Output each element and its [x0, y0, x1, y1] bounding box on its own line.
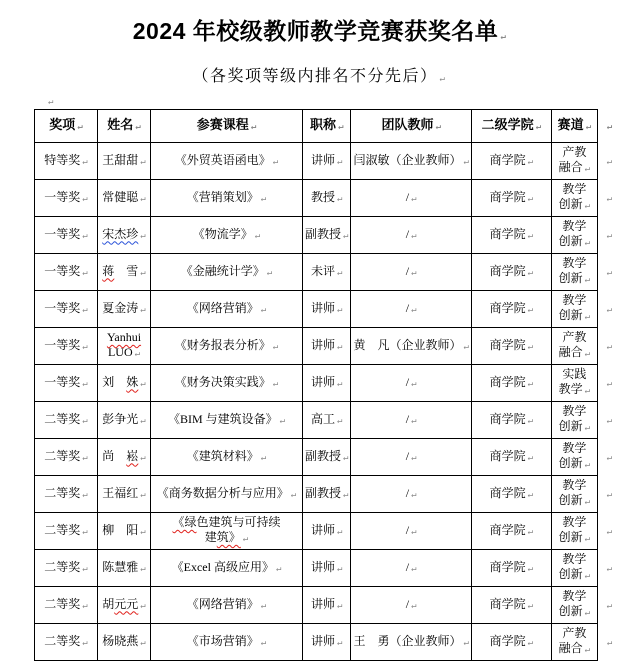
cell-mark: ↵ [584, 645, 591, 655]
name-cell: 杨晓燕 ↵ [98, 624, 151, 661]
cell-mark: ↵ [585, 122, 592, 132]
row-end-mark: ↵ [606, 341, 613, 352]
cell-mark: ↵ [140, 193, 146, 204]
title-cell: 副教授 ↵ [303, 476, 351, 513]
cell-mark: ↵ [411, 600, 417, 611]
paragraph-mark: ↵ [48, 97, 54, 107]
cell-mark: ↵ [260, 193, 267, 204]
title-cell: 副教授 ↵ [303, 217, 351, 254]
track-cell: 产教 融合 ↵ [551, 624, 597, 661]
table-row [35, 439, 620, 476]
track-cell: 教学 创新 ↵ [551, 550, 597, 587]
title-cell: 讲师 ↵ [303, 624, 351, 661]
course-cell: 《金融统计学》 ↵ [151, 254, 303, 291]
cell-mark: ↵ [140, 415, 146, 426]
table-row [35, 476, 620, 513]
track-cell: 教学 创新 ↵ [551, 180, 597, 217]
cell-mark: ↵ [337, 415, 343, 426]
cell-mark: ↵ [140, 156, 146, 167]
page-subtitle-text: （各奖项等级内排名不分先后） [192, 68, 438, 85]
name-cell: 王福红 ↵ [98, 476, 151, 513]
title-cell: 讲师 ↵ [303, 513, 351, 550]
cell-mark: ↵ [140, 489, 146, 500]
col-header-college: 二级学院 ↵ [471, 110, 551, 143]
cell-mark: ↵ [337, 526, 343, 537]
cell-mark: ↵ [82, 193, 88, 204]
cell-mark: ↵ [337, 563, 343, 574]
name-cell: 夏金涛 ↵ [98, 291, 151, 328]
page-title [0, 13, 639, 46]
award-cell: 一等奖 ↵ [35, 291, 98, 328]
track-cell: 教学 创新 ↵ [551, 587, 597, 624]
college-cell: 商学院 ↵ [471, 439, 551, 476]
cell-mark: ↵ [275, 563, 282, 574]
course-cell: 《外贸英语函电》 ↵ [151, 143, 303, 180]
course-cell: 《物流学》 ↵ [151, 217, 303, 254]
cell-mark: ↵ [535, 122, 542, 132]
cell-mark: ↵ [140, 267, 146, 278]
title-cell: 讲师 ↵ [303, 143, 351, 180]
cell-mark: ↵ [272, 378, 279, 389]
cell-mark: ↵ [584, 312, 591, 322]
cell-mark: ↵ [82, 637, 88, 648]
team-teacher-cell: / ↵ [351, 180, 471, 217]
row-end-mark: ↵ [606, 452, 613, 463]
course-cell: 《网络营销》 ↵ [151, 291, 303, 328]
cell-mark: ↵ [140, 230, 146, 241]
row-end-mark: ↵ [606, 563, 613, 574]
award-cell: 一等奖 ↵ [35, 217, 98, 254]
award-cell: 一等奖 ↵ [35, 180, 98, 217]
cell-mark: ↵ [527, 600, 534, 611]
cell-mark: ↵ [343, 489, 349, 500]
award-cell: 一等奖 ↵ [35, 365, 98, 402]
award-cell: 一等奖 ↵ [35, 254, 98, 291]
track-cell: 教学 创新 ↵ [551, 291, 597, 328]
cell-mark: ↵ [337, 193, 343, 204]
table-row [35, 291, 620, 328]
row-end-mark: ↵ [606, 637, 613, 648]
cell-mark: ↵ [140, 526, 146, 537]
name-cell: 柳 阳 ↵ [98, 513, 151, 550]
college-cell: 商学院 ↵ [471, 550, 551, 587]
table-row [35, 328, 620, 365]
title-cell: 未评 ↵ [303, 254, 351, 291]
team-teacher-cell: / ↵ [351, 402, 471, 439]
college-cell: 商学院 ↵ [471, 476, 551, 513]
col-header-title: 职称 ↵ [303, 110, 351, 143]
track-cell: 教学 创新 ↵ [551, 254, 597, 291]
cell-mark: ↵ [82, 415, 88, 426]
cell-mark: ↵ [411, 267, 417, 278]
cell-mark: ↵ [260, 452, 267, 463]
college-cell: 商学院 ↵ [471, 291, 551, 328]
table-row [35, 402, 620, 439]
track-cell: 产教 融合 ↵ [551, 143, 597, 180]
cell-mark: ↵ [411, 230, 417, 241]
cell-mark: ↵ [82, 230, 88, 241]
cell-mark: ↵ [337, 637, 343, 648]
course-cell: 《营销策划》 ↵ [151, 180, 303, 217]
cell-mark: ↵ [82, 267, 88, 278]
award-cell: 二等奖 ↵ [35, 402, 98, 439]
course-cell: 《财务决策实践》 ↵ [151, 365, 303, 402]
title-cell: 讲师 ↵ [303, 328, 351, 365]
table-row [35, 365, 620, 402]
title-cell: 教授 ↵ [303, 180, 351, 217]
cell-mark: ↵ [411, 193, 417, 204]
cell-mark: ↵ [411, 452, 417, 463]
cell-mark: ↵ [82, 341, 88, 352]
cell-mark: ↵ [135, 122, 141, 132]
table-row [35, 217, 620, 254]
cell-mark: ↵ [337, 156, 343, 167]
cell-mark: ↵ [411, 378, 417, 389]
cell-mark: ↵ [82, 304, 88, 315]
paragraph-mark: ↵ [500, 32, 507, 42]
college-cell: 商学院 ↵ [471, 180, 551, 217]
row-end-mark: ↵ [606, 526, 613, 537]
table-row [35, 550, 620, 587]
team-teacher-cell: / ↵ [351, 217, 471, 254]
course-cell: 《网络营销》 ↵ [151, 587, 303, 624]
cell-mark: ↵ [338, 122, 344, 132]
cell-mark: ↵ [411, 415, 417, 426]
row-end-mark: ↵ [606, 122, 613, 132]
cell-mark: ↵ [527, 304, 534, 315]
cell-mark: ↵ [411, 563, 417, 574]
course-cell: 《BIM 与建筑设备》 ↵ [151, 402, 303, 439]
team-teacher-cell: / ↵ [351, 550, 471, 587]
team-teacher-cell: / ↵ [351, 365, 471, 402]
cell-mark: ↵ [279, 415, 286, 426]
cell-mark: ↵ [527, 452, 534, 463]
paragraph-mark: ↵ [439, 74, 447, 84]
col-header-track: 赛道 ↵ [551, 110, 597, 143]
college-cell: 商学院 ↵ [471, 328, 551, 365]
college-cell: 商学院 ↵ [471, 587, 551, 624]
table-row [35, 624, 620, 661]
track-cell: 教学 创新 ↵ [551, 439, 597, 476]
cell-mark: ↵ [584, 423, 591, 433]
table-row [35, 587, 620, 624]
page-title-text: 2024 年校级教师教学竞赛获奖名单 [132, 18, 499, 44]
header-row [35, 110, 620, 143]
track-cell: 教学 创新 ↵ [551, 217, 597, 254]
awards-table [34, 109, 620, 661]
cell-mark: ↵ [463, 637, 469, 648]
row-end-mark: ↵ [606, 193, 613, 204]
track-cell: 教学 创新 ↵ [551, 402, 597, 439]
track-cell: 教学 创新 ↵ [551, 476, 597, 513]
title-cell: 讲师 ↵ [303, 291, 351, 328]
cell-mark: ↵ [140, 452, 146, 463]
row-end-mark: ↵ [606, 156, 613, 167]
cell-mark: ↵ [527, 267, 534, 278]
name-cell: 王甜甜 ↵ [98, 143, 151, 180]
table-row [35, 513, 620, 550]
cell-mark: ↵ [463, 156, 469, 167]
cell-mark: ↵ [272, 156, 279, 167]
award-cell: 二等奖 ↵ [35, 513, 98, 550]
course-cell: 《商务数据分析与应用》 ↵ [151, 476, 303, 513]
cell-mark: ↵ [584, 201, 591, 211]
row-end-mark: ↵ [606, 304, 613, 315]
cell-mark: ↵ [140, 637, 146, 648]
cell-mark: ↵ [527, 156, 534, 167]
college-cell: 商学院 ↵ [471, 217, 551, 254]
title-cell: 讲师 ↵ [303, 550, 351, 587]
name-cell: 胡元元 ↵ [98, 587, 151, 624]
cell-mark: ↵ [411, 489, 417, 500]
cell-mark: ↵ [254, 230, 261, 241]
row-end-mark: ↵ [606, 267, 613, 278]
award-cell: 二等奖 ↵ [35, 550, 98, 587]
cell-mark: ↵ [82, 452, 88, 463]
cell-mark: ↵ [584, 534, 591, 544]
cell-mark: ↵ [272, 341, 279, 352]
cell-mark: ↵ [77, 122, 83, 132]
course-cell: 《市场营销》 ↵ [151, 624, 303, 661]
cell-mark: ↵ [584, 275, 591, 285]
college-cell: 商学院 ↵ [471, 513, 551, 550]
cell-mark: ↵ [584, 238, 591, 248]
team-teacher-cell: / ↵ [351, 254, 471, 291]
cell-mark: ↵ [584, 349, 591, 359]
college-cell: 商学院 ↵ [471, 143, 551, 180]
cell-mark: ↵ [343, 230, 349, 241]
award-cell: 一等奖 ↵ [35, 328, 98, 365]
cell-mark: ↵ [260, 600, 267, 611]
cell-mark: ↵ [527, 378, 534, 389]
team-teacher-cell: / ↵ [351, 291, 471, 328]
row-end-mark: ↵ [606, 600, 613, 611]
college-cell: 商学院 ↵ [471, 254, 551, 291]
team-teacher-cell: 闫淑敏（企业教师） ↵ [351, 143, 471, 180]
cell-mark: ↵ [266, 267, 273, 278]
title-cell: 副教授 ↵ [303, 439, 351, 476]
cell-mark: ↵ [250, 122, 257, 132]
course-cell: 《Excel 高级应用》 ↵ [151, 550, 303, 587]
table-row [35, 180, 620, 217]
course-cell: 《绿色建筑与可持续 建筑》 ↵ [151, 513, 303, 550]
cell-mark: ↵ [337, 267, 343, 278]
cell-mark: ↵ [82, 563, 88, 574]
cell-mark: ↵ [527, 489, 534, 500]
course-cell: 《建筑材料》 ↵ [151, 439, 303, 476]
row-end-mark: ↵ [606, 415, 613, 426]
cell-mark: ↵ [527, 193, 534, 204]
award-cell: 特等奖 ↵ [35, 143, 98, 180]
title-cell: 高工 ↵ [303, 402, 351, 439]
name-cell: 常健聪 ↵ [98, 180, 151, 217]
course-cell: 《财务报表分析》 ↵ [151, 328, 303, 365]
cell-mark: ↵ [82, 156, 88, 167]
col-header-team: 团队教师 ↵ [351, 110, 471, 143]
cell-mark: ↵ [82, 526, 88, 537]
cell-mark: ↵ [435, 122, 441, 132]
col-header-award: 奖项 ↵ [35, 110, 98, 143]
cell-mark: ↵ [411, 304, 417, 315]
cell-mark: ↵ [527, 637, 534, 648]
cell-mark: ↵ [82, 600, 88, 611]
name-cell: 刘 姝 ↵ [98, 365, 151, 402]
table-row [35, 143, 620, 180]
table-row [35, 254, 620, 291]
cell-mark: ↵ [140, 600, 146, 611]
college-cell: 商学院 ↵ [471, 365, 551, 402]
cell-mark: ↵ [337, 600, 343, 611]
cell-mark: ↵ [584, 571, 591, 581]
cell-mark: ↵ [584, 164, 591, 174]
cell-mark: ↵ [82, 489, 88, 500]
track-cell: 教学 创新 ↵ [551, 513, 597, 550]
cell-mark: ↵ [527, 341, 534, 352]
row-end-mark: ↵ [606, 378, 613, 389]
team-teacher-cell: / ↵ [351, 476, 471, 513]
college-cell: 商学院 ↵ [471, 624, 551, 661]
name-cell: 蒋 雪 ↵ [98, 254, 151, 291]
team-teacher-cell: / ↵ [351, 513, 471, 550]
team-teacher-cell: / ↵ [351, 439, 471, 476]
title-cell: 讲师 ↵ [303, 587, 351, 624]
team-teacher-cell: / ↵ [351, 587, 471, 624]
award-cell: 二等奖 ↵ [35, 587, 98, 624]
cell-mark: ↵ [242, 534, 249, 544]
name-cell: 陈慧雅 ↵ [98, 550, 151, 587]
cell-mark: ↵ [290, 489, 297, 500]
cell-mark: ↵ [343, 452, 349, 463]
cell-mark: ↵ [527, 563, 534, 574]
cell-mark: ↵ [584, 497, 591, 507]
cell-mark: ↵ [463, 341, 469, 352]
cell-mark: ↵ [527, 526, 534, 537]
title-cell: 讲师 ↵ [303, 365, 351, 402]
cell-mark: ↵ [82, 378, 88, 389]
cell-mark: ↵ [527, 230, 534, 241]
cell-mark: ↵ [527, 415, 534, 426]
award-cell: 二等奖 ↵ [35, 476, 98, 513]
cell-mark: ↵ [140, 378, 146, 389]
name-cell: 尚 崧 ↵ [98, 439, 151, 476]
track-cell: 实践 教学 ↵ [551, 365, 597, 402]
cell-mark: ↵ [140, 304, 146, 315]
cell-mark: ↵ [140, 563, 146, 574]
name-cell: Yanhui LUO ↵ [98, 328, 151, 365]
cell-mark: ↵ [337, 304, 343, 315]
cell-mark: ↵ [411, 526, 417, 537]
team-teacher-cell: 黄 凡（企业教师） ↵ [351, 328, 471, 365]
cell-mark: ↵ [337, 341, 343, 352]
name-cell: 彭争光 ↵ [98, 402, 151, 439]
col-header-name: 姓名 ↵ [98, 110, 151, 143]
cell-mark: ↵ [584, 460, 591, 470]
cell-mark: ↵ [260, 304, 267, 315]
college-cell: 商学院 ↵ [471, 402, 551, 439]
cell-mark: ↵ [584, 608, 591, 618]
page-subtitle [0, 63, 639, 86]
cell-mark: ↵ [260, 637, 267, 648]
cell-mark: ↵ [337, 378, 343, 389]
team-teacher-cell: 王 勇（企业教师） ↵ [351, 624, 471, 661]
cell-mark: ↵ [134, 349, 141, 359]
track-cell: 产教 融合 ↵ [551, 328, 597, 365]
col-header-course: 参赛课程 ↵ [151, 110, 303, 143]
name-cell: 宋杰珍 ↵ [98, 217, 151, 254]
award-cell: 二等奖 ↵ [35, 439, 98, 476]
empty-paragraph [46, 94, 639, 106]
row-end-mark: ↵ [606, 489, 613, 500]
row-end-mark: ↵ [606, 230, 613, 241]
cell-mark: ↵ [584, 386, 591, 396]
award-cell: 二等奖 ↵ [35, 624, 98, 661]
